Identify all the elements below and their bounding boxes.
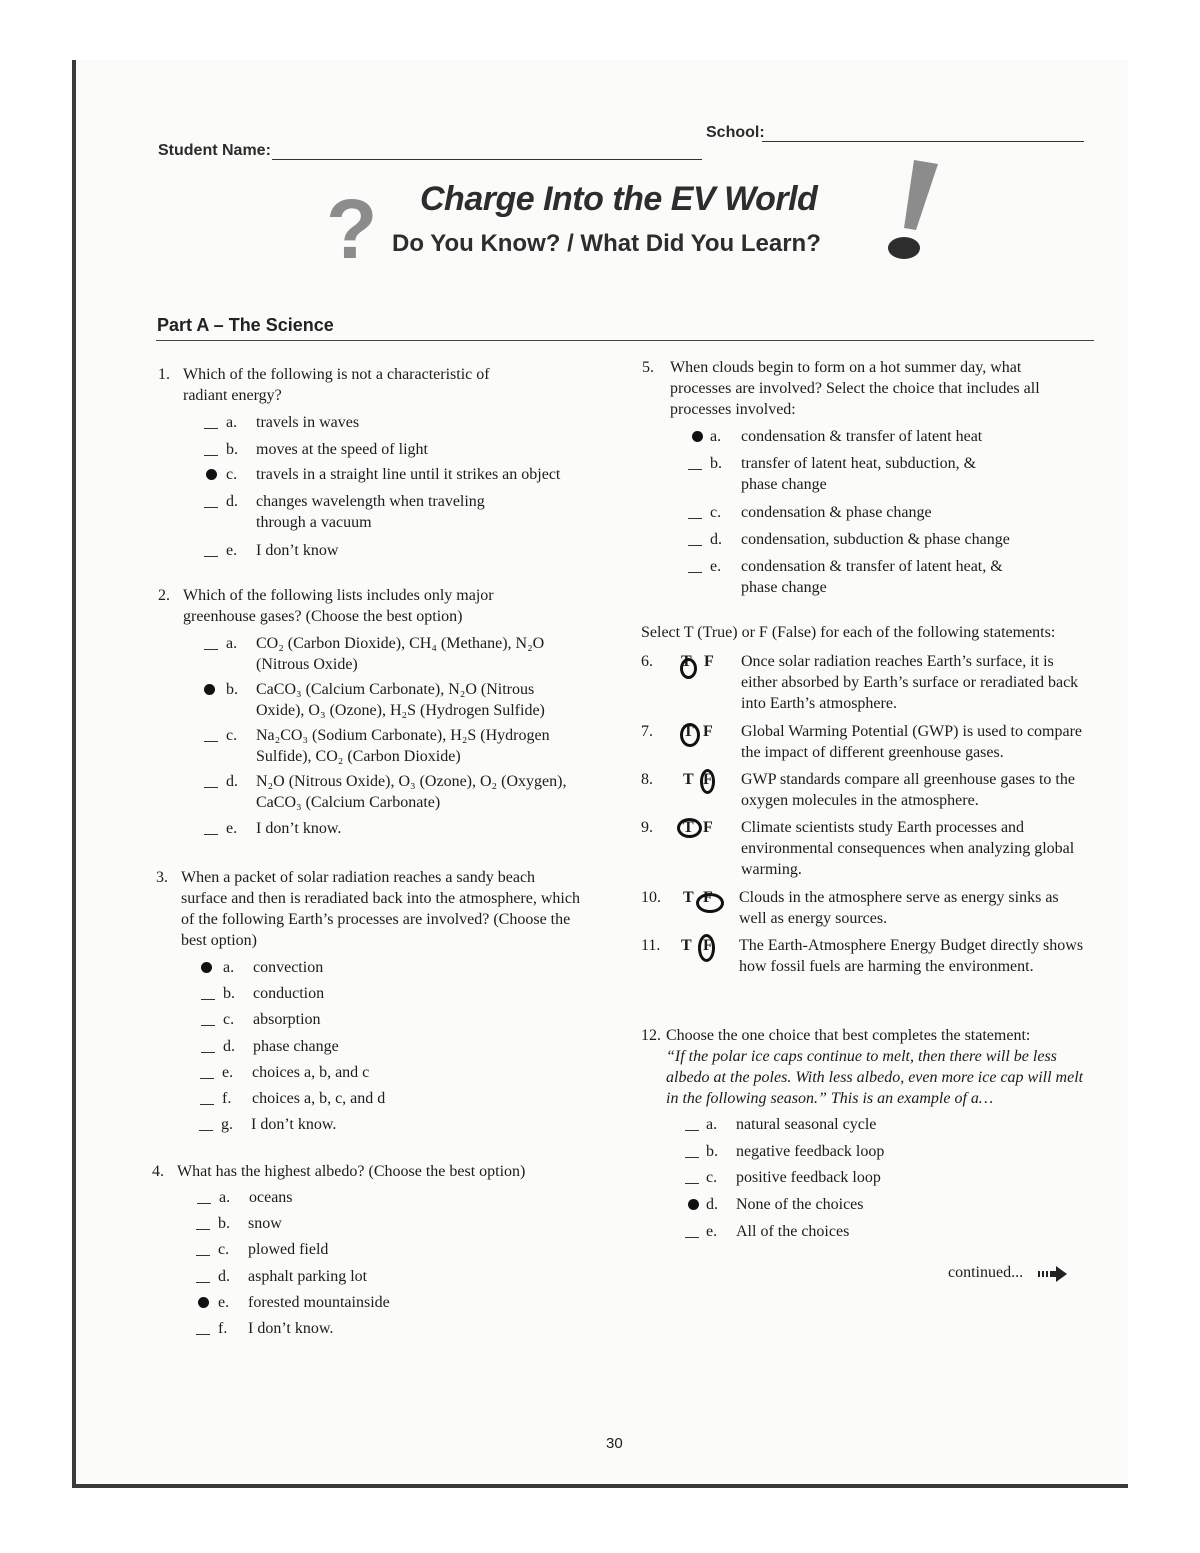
filled-answer-mark xyxy=(688,1199,699,1210)
true-false-instruction: Select T (True) or F (False) for each of the following statements: xyxy=(641,624,1056,641)
option-letter: g. xyxy=(221,1116,233,1133)
answer-circle xyxy=(700,769,715,794)
option-letter: a. xyxy=(226,414,238,431)
tf-statement: GWP standards compare all greenhouse gases to the oxygen molecules in the atmosphere. xyxy=(741,771,1075,809)
tf-number: 11. xyxy=(641,937,661,954)
option-letter: e. xyxy=(706,1223,718,1240)
option-letter: e. xyxy=(218,1294,230,1311)
option-text: All of the choices xyxy=(736,1223,850,1240)
question-number: 3. xyxy=(156,869,168,886)
option-text: condensation & transfer of latent heat, & phase change xyxy=(741,558,1003,596)
option-text: travels in waves xyxy=(256,414,360,431)
option-letter: f. xyxy=(218,1320,228,1337)
tf-statement: Clouds in the atmosphere serve as energy sinks as well as energy sources. xyxy=(739,889,1059,927)
question-text: What has the highest albedo? (Choose the best option) xyxy=(177,1163,526,1180)
option-letter: b. xyxy=(710,455,722,472)
option-letter: d. xyxy=(226,493,238,510)
page-title: Charge Into the EV World xyxy=(420,180,818,218)
option-letter: b. xyxy=(706,1143,718,1160)
tf-statement: Global Warming Potential (GWP) is used to compare the impact of different greenhouse gases. xyxy=(741,723,1083,761)
true-option[interactable]: T xyxy=(681,937,692,954)
option-letter: c. xyxy=(710,504,722,521)
filled-answer-mark xyxy=(198,1297,209,1308)
student-name-field[interactable] xyxy=(272,159,702,160)
option-letter: d. xyxy=(218,1268,230,1285)
option-letter: a. xyxy=(219,1189,231,1206)
question-mark-icon xyxy=(322,186,382,276)
tf-number: 6. xyxy=(641,653,653,670)
option-letter: d. xyxy=(226,773,238,790)
question-number: 2. xyxy=(158,587,170,604)
false-option[interactable]: F xyxy=(703,889,713,906)
option-letter: e. xyxy=(222,1064,234,1081)
option-letter: d. xyxy=(710,531,722,548)
filled-answer-mark xyxy=(692,431,703,442)
answer-circle xyxy=(680,658,697,679)
option-text: positive feedback loop xyxy=(736,1169,881,1186)
option-text: travels in a straight line until it strikes an object xyxy=(256,466,561,483)
question-number: 1. xyxy=(158,366,170,383)
true-option[interactable]: T xyxy=(683,771,694,788)
option-text: None of the choices xyxy=(736,1196,864,1213)
school-field[interactable] xyxy=(762,141,1084,142)
answer-circle xyxy=(696,893,724,913)
filled-answer-mark xyxy=(201,962,212,973)
answer-circle xyxy=(698,934,715,962)
option-text: I don’t know. xyxy=(251,1116,337,1133)
option-text: forested mountainside xyxy=(248,1294,390,1311)
option-letter: a. xyxy=(706,1116,718,1133)
heading-divider xyxy=(156,340,1094,341)
option-text: Na₂CO₃ (Sodium Carbonate), H₂S (Hydrogen Sulfide), CO₂ (Carbon Dioxide) xyxy=(256,727,550,765)
option-text: natural seasonal cycle xyxy=(736,1116,877,1133)
option-letter: a. xyxy=(223,959,235,976)
option-text: I don’t know xyxy=(256,542,339,559)
option-text: CaCO₃ (Calcium Carbonate), N₂O (Nitrous Oxide), O₃ (Ozone), H₂S (Hydrogen Sulfide) xyxy=(256,681,545,719)
filled-answer-mark xyxy=(206,469,217,480)
question-text: Which of the following lists includes only major greenhouse gases? (Choose the best option) xyxy=(183,587,494,625)
option-text: choices a, b, and c xyxy=(252,1064,370,1081)
option-text: oceans xyxy=(249,1189,293,1206)
option-letter: f. xyxy=(222,1090,232,1107)
tf-number: 7. xyxy=(641,723,653,740)
false-option[interactable]: F xyxy=(703,819,713,836)
part-heading: Part A – The Science xyxy=(157,315,334,335)
option-text: phase change xyxy=(253,1038,339,1055)
option-text: condensation & transfer of latent heat xyxy=(741,428,983,445)
option-letter: b. xyxy=(226,441,238,458)
option-letter: c. xyxy=(226,727,238,744)
option-text: choices a, b, c, and d xyxy=(252,1090,386,1107)
page-subtitle: Do You Know? / What Did You Learn? xyxy=(392,230,821,257)
filled-answer-mark xyxy=(204,684,215,695)
question-number: 12. xyxy=(641,1027,661,1044)
page-number: 30 xyxy=(606,1435,623,1452)
question-quote: “If the polar ice caps continue to melt, then there will be less albedo at the poles. With less albedo, even more ice cap will melt in the following season.” This is an example of a… xyxy=(666,1048,1084,1107)
true-option[interactable]: T xyxy=(683,889,694,906)
option-text: snow xyxy=(248,1215,282,1232)
continued-label: continued... xyxy=(948,1264,1024,1281)
option-letter: c. xyxy=(706,1169,718,1186)
option-text: moves at the speed of light xyxy=(256,441,428,458)
option-text: I don’t know. xyxy=(256,820,342,837)
tf-statement: Climate scientists study Earth processes and environmental consequences when analyzing global warming. xyxy=(741,819,1075,878)
option-text: absorption xyxy=(253,1011,321,1028)
option-text: conduction xyxy=(253,985,325,1002)
option-text: transfer of latent heat, subduction, & phase change xyxy=(741,455,977,493)
arrow-right-icon xyxy=(1036,1265,1070,1283)
question-text: When a packet of solar radiation reaches a sandy beach surface and then is reradiated back into the atmosphere, which of the following Earth’s processes are involved? (Choose the best option) xyxy=(181,869,580,949)
option-text: negative feedback loop xyxy=(736,1143,885,1160)
true-option[interactable]: T xyxy=(681,653,692,670)
option-letter: c. xyxy=(218,1241,230,1258)
question-text: Which of the following is not a characteristic of radiant energy? xyxy=(183,366,490,404)
svg-text:?: ? xyxy=(326,186,378,276)
option-text: convection xyxy=(253,959,324,976)
tf-statement: The Earth-Atmosphere Energy Budget directly shows how fossil fuels are harming the environment. xyxy=(739,937,1084,975)
answer-circle xyxy=(680,723,700,747)
question-number: 5. xyxy=(642,359,654,376)
question-text: When clouds begin to form on a hot summer day, what processes are involved? Select the choice that includes all processes involved: xyxy=(670,359,1040,418)
true-option[interactable]: T xyxy=(683,723,694,740)
true-option[interactable]: T xyxy=(683,819,694,836)
false-option[interactable]: F xyxy=(703,937,713,954)
tf-number: 8. xyxy=(641,771,653,788)
exclamation-mark-icon xyxy=(880,156,950,266)
option-text: asphalt parking lot xyxy=(248,1268,368,1285)
option-letter: e. xyxy=(226,820,238,837)
option-text: CO₂ (Carbon Dioxide), CH₄ (Methane), N₂O (Nitrous Oxide) xyxy=(256,635,545,673)
option-text: N₂O (Nitrous Oxide), O₃ (Ozone), O₂ (Oxygen), CaCO₃ (Calcium Carbonate) xyxy=(256,773,567,811)
false-option[interactable]: F xyxy=(703,723,713,740)
option-letter: e. xyxy=(710,558,722,575)
option-text: condensation, subduction & phase change xyxy=(741,531,1010,548)
option-text: condensation & phase change xyxy=(741,504,932,521)
question-text: Choose the one choice that best completes the statement: xyxy=(666,1027,1031,1044)
option-letter: c. xyxy=(223,1011,235,1028)
tf-statement: Once solar radiation reaches Earth’s surface, it is either absorbed by Earth’s surface or reradiated back into Earth’s atmosphere. xyxy=(741,653,1079,712)
option-letter: c. xyxy=(226,466,238,483)
option-text: I don’t know. xyxy=(248,1320,334,1337)
option-letter: d. xyxy=(223,1038,235,1055)
school-label: School: xyxy=(706,124,765,141)
option-letter: b. xyxy=(223,985,235,1002)
option-letter: b. xyxy=(226,681,238,698)
question-number: 4. xyxy=(152,1163,164,1180)
false-option[interactable]: F xyxy=(704,653,714,670)
option-letter: a. xyxy=(710,428,722,445)
answer-circle xyxy=(677,818,702,838)
option-text: plowed field xyxy=(248,1241,329,1258)
option-letter: b. xyxy=(218,1215,230,1232)
option-text: changes wavelength when traveling through a vacuum xyxy=(256,493,485,531)
tf-number: 10. xyxy=(641,889,661,906)
option-letter: a. xyxy=(226,635,238,652)
student-name-label: Student Name: xyxy=(158,142,271,159)
false-option[interactable]: F xyxy=(703,771,713,788)
option-letter: d. xyxy=(706,1196,718,1213)
option-letter: e. xyxy=(226,542,238,559)
tf-number: 9. xyxy=(641,819,653,836)
